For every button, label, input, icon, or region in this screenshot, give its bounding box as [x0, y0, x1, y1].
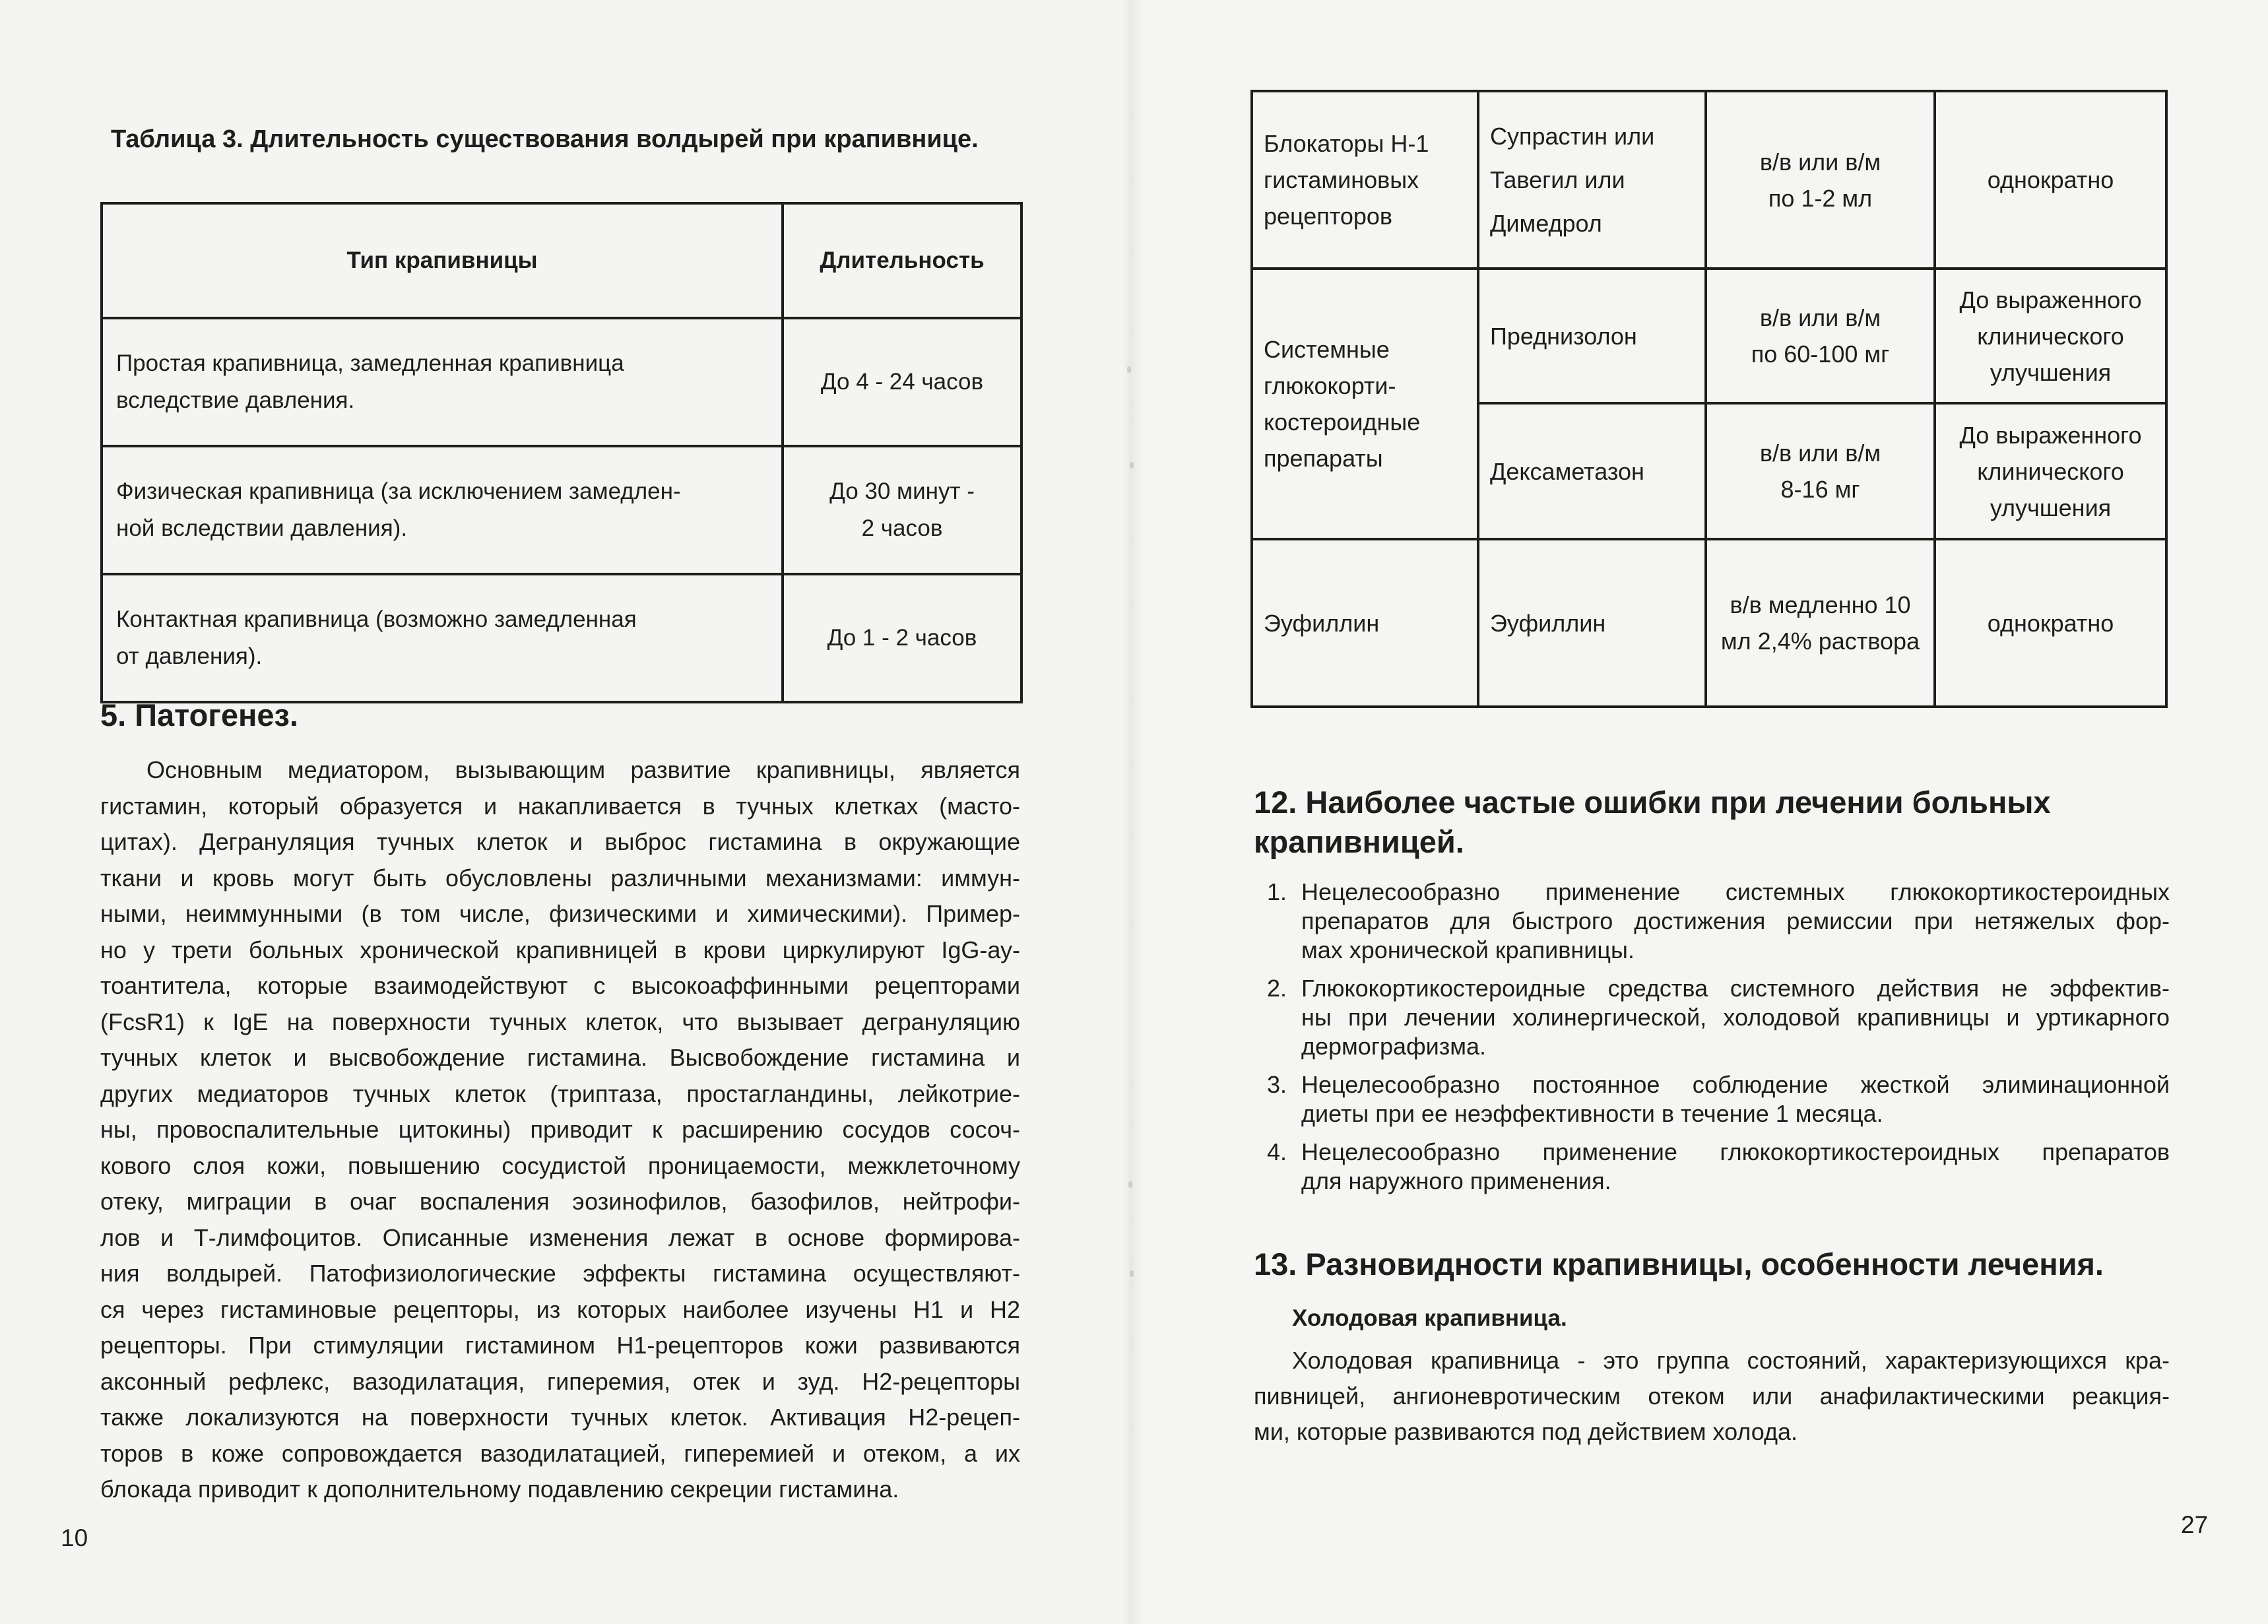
cell-drug-group: Блокаторы Н-1 гистаминовых рецепторов	[1252, 91, 1478, 269]
cell-duration: однократно	[1935, 539, 2166, 707]
table-row	[1252, 269, 2166, 403]
scan-speck	[1130, 1270, 1134, 1277]
scan-speck	[1127, 366, 1131, 373]
list-item: 1. Нецелесообразно применение системных глюкокортикостероидных препаратов для быстрого достижения ремиссии при нетяжелых фор- мах хронической крапивницы.	[1267, 878, 2170, 963]
book-gutter	[1122, 0, 1142, 1624]
duration-table	[100, 202, 1023, 703]
cell-drug: Дексаметазон	[1478, 403, 1706, 539]
cell-dose: в/в медленно 10 мл 2,4% раствора	[1706, 539, 1935, 707]
list-item: 4. Нецелесообразно применение глюкокортикостероидных препаратов для наружного применения.	[1267, 1138, 2170, 1194]
cell-duration: До 4 - 24 часов	[783, 318, 1021, 446]
scan-speck	[1128, 1181, 1132, 1188]
subsection-heading-cold-urticaria: Холодовая крапивница.	[1292, 1305, 1567, 1331]
table-row	[1252, 91, 2166, 269]
cell-duration: До 30 минут - 2 часов	[783, 446, 1021, 574]
page-number: 27	[2181, 1511, 2209, 1538]
column-header-type: Тип крапивницы	[102, 203, 783, 318]
scan-speck	[1130, 462, 1134, 469]
cell-duration: До выраженного клинического улучшения	[1935, 403, 2166, 539]
cell-type: Физическая крапивница (за исключением замедлен- ной вследствии давления).	[102, 446, 783, 574]
table-row	[1252, 539, 2166, 707]
pathogenesis-paragraph: Основным медиатором, вызывающим развитие крапивницы, является гистамин, который образуется и накапливается в тучных клетках (масто- цитах). Дегрануляция тучных клеток и выброс гистамина в окружающие ткани и кровь могут быть обусловлены различными механизмами: иммун- ными, неиммунными (в том числе, физическими и химическими). Пример- но у трети больных хронической крапивницей в крови циркулируют IgG-ау- тоантитела, которые взаимодействуют с высокоаффинными рецепторами (FcsR1) к IgE на поверхности тучных клеток, что вызывает дегрануляцию тучных клеток и высвобождение гистамина. Высвобождение гистамина и других медиаторов тучных клеток (триптаза, простагландины, лейкотрие- ны, провоспалительные цитокины) приводит к расширению сосудов сосоч- кового слоя кожи, повышению сосудистой проницаемости, межклеточному отеку, миграции в очаг воспаления эозинофилов, базофилов, нейтрофи- лов и Т-лимфоцитов. Описанные изменения лежат в основе формирова- ния волдырей. Патофизиологические эффекты гистамина осуществляют- ся через гистаминовые рецепторы, из которых наиболее изучены Н1 и Н2 рецепторы. При стимуляции гистамином Н1-рецепторов кожи развиваются аксонный рефлекс, вазодилатация, гиперемия, отек и зуд. Н2-рецепторы также локализуются на поверхности тучных клеток. Активация Н2-рецеп- торов в коже сопровождается вазодилатацией, гиперемией и отеком, а их блокада приводит к дополнительному подавлению секреции гистамина.	[100, 756, 1020, 1503]
cell-type: Контактная крапивница (возможно замедленная от давления).	[102, 574, 783, 702]
section-heading-urticaria-types: 13. Разновидности крапивницы, особенности лечения.	[1254, 1247, 2104, 1282]
section-heading-pathogenesis: 5. Патогенез.	[100, 698, 298, 732]
cell-duration: До 1 - 2 часов	[783, 574, 1021, 702]
table-row	[102, 318, 1021, 446]
cell-drug: Супрастин или Тавегил или Димедрол	[1478, 91, 1706, 269]
cell-drug: Эуфиллин	[1478, 539, 1706, 707]
cell-dose: в/в или в/м по 60-100 мг	[1706, 269, 1935, 403]
table-header-row	[102, 203, 1021, 318]
cell-type: Простая крапивница, замедленная крапивница вследствие давления.	[102, 318, 783, 446]
cell-drug-group: Эуфиллин	[1252, 539, 1478, 707]
cell-drug: Преднизолон	[1478, 269, 1706, 403]
list-item: 2. Глюкокортикостероидные средства системного действия не эффектив- ны при лечении холинергической, холодовой крапивницы и уртикарного дермографизма.	[1267, 975, 2170, 1060]
errors-list	[1254, 878, 2170, 1205]
cell-duration: однократно	[1935, 91, 2166, 269]
table-caption: Таблица 3. Длительность существования волдырей при крапивнице.	[111, 125, 979, 153]
cell-drug-group: Системные глюкокорти- костероидные препараты	[1252, 269, 1478, 539]
cell-duration: До выраженного клинического улучшения	[1935, 269, 2166, 403]
cell-dose: в/в или в/м по 1-2 мл	[1706, 91, 1935, 269]
cold-urticaria-paragraph: Холодовая крапивница - это группа состояний, характеризующихся кра- пивницей, ангионевротическим отеком или анафилактическими реакция- ми, которые развиваются под действием холода.	[1254, 1347, 2170, 1445]
table-row	[102, 446, 1021, 574]
treatment-table	[1250, 90, 2168, 708]
column-header-duration: Длительность	[783, 203, 1021, 318]
list-item: 3. Нецелесообразно постоянное соблюдение жесткой элиминационной диеты при ее неэффективности в течение 1 месяца.	[1267, 1071, 2170, 1127]
section-heading-common-errors: 12. Наиболее частые ошибки при лечении больных крапивницей.	[1254, 785, 2051, 859]
page-number: 10	[61, 1524, 88, 1551]
table-row	[102, 574, 1021, 702]
cell-dose: в/в или в/м 8-16 мг	[1706, 403, 1935, 539]
